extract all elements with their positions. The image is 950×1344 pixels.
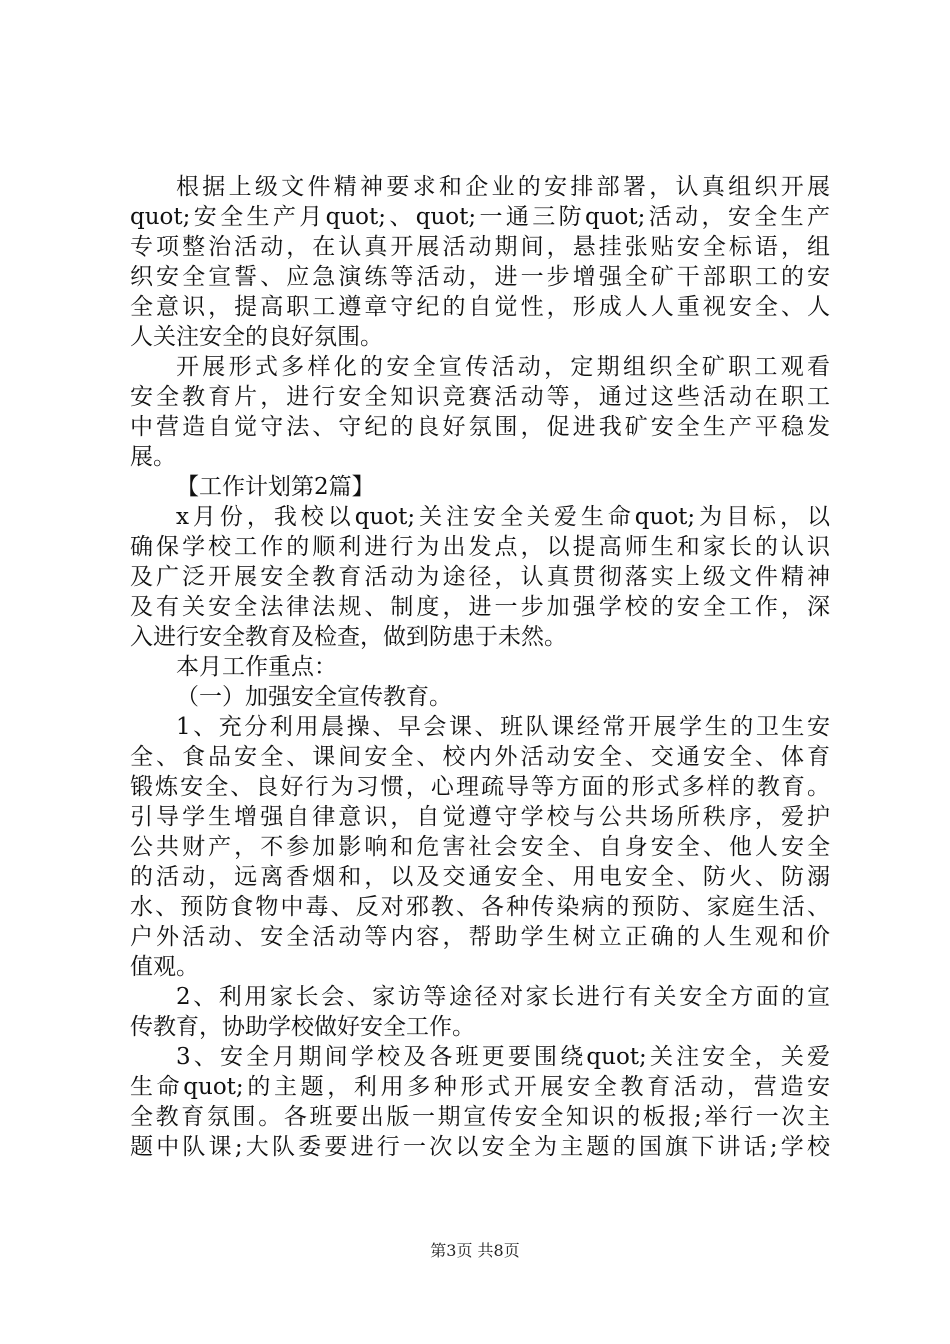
text-line: 人关注安全的良好氛围。	[130, 324, 383, 350]
text-line: （一）加强安全宣传教育。	[176, 684, 452, 710]
text-line: 及广泛开展安全教育活动为途径，认真贯彻落实上级文件精神	[130, 564, 830, 590]
paragraph	[130, 1042, 830, 1162]
text-line: 根据上级文件精神要求和企业的安排部署，认真组织开展	[176, 174, 830, 200]
text-line: 水、预防食物中毒、反对邪教、各种传染病的预防、家庭生活、	[130, 894, 830, 920]
text-line: 公共财产，不参加影响和危害社会安全、自身安全、他人安全	[130, 834, 830, 860]
paragraph	[130, 502, 830, 652]
text-line: 2、利用家长会、家访等途径对家长进行有关安全方面的宣	[176, 984, 830, 1010]
text-line: quot;安全生产月quot;、quot;一通三防quot;活动，安全生产	[130, 204, 830, 230]
paragraph	[130, 712, 830, 982]
text-line: 的活动，远离香烟和，以及交通安全、用电安全、防火、防溺	[130, 864, 830, 890]
text-line: 专项整治活动，在认真开展活动期间，悬挂张贴安全标语，组	[130, 234, 830, 260]
text-line: 全教育氛围。各班要出版一期宣传安全知识的板报;举行一次主	[130, 1104, 830, 1130]
text-line: 户外活动、安全活动等内容，帮助学生树立正确的人生观和价	[130, 924, 830, 950]
text-line: 展。	[130, 444, 176, 470]
text-line: 本月工作重点：	[176, 654, 337, 680]
paragraph	[130, 352, 830, 472]
text-line: 题中队课;大队委要进行一次以安全为主题的国旗下讲话;学校	[130, 1134, 830, 1160]
paragraph	[130, 982, 830, 1042]
text-line: 引导学生增强自律意识，自觉遵守学校与公共场所秩序，爱护	[130, 804, 830, 830]
text-line: 锻炼安全、良好行为习惯，心理疏导等方面的形式多样的教育。	[130, 774, 830, 800]
text-line: 全意识，提高职工遵章守纪的自觉性，形成人人重视安全、人	[130, 294, 830, 320]
document-body	[130, 172, 830, 1162]
paragraph	[130, 172, 830, 352]
section-heading	[130, 472, 830, 502]
paragraph	[130, 682, 830, 712]
text-line: 织安全宣誓、应急演练等活动，进一步增强全矿干部职工的安	[130, 264, 830, 290]
text-line: 安全教育片，进行安全知识竞赛活动等，通过这些活动在职工	[130, 384, 830, 410]
text-line: 开展形式多样化的安全宣传活动，定期组织全矿职工观看	[176, 354, 830, 380]
text-line: 传教育，协助学校做好安全工作。	[130, 1014, 475, 1040]
text-line: 【工作计划第2篇】	[176, 474, 375, 500]
text-line: x月份，我校以quot;关注安全关爱生命quot;为目标，以	[176, 504, 830, 530]
text-line: 全、食品安全、课间安全、校内外活动安全、交通安全、体育	[130, 744, 830, 770]
text-line: 入进行安全教育及检查，做到防患于未然。	[130, 624, 567, 650]
text-line: 3、安全月期间学校及各班更要围绕quot;关注安全，关爱	[176, 1044, 830, 1070]
text-line: 及有关安全法律法规、制度，进一步加强学校的安全工作，深	[130, 594, 830, 620]
paragraph	[130, 652, 830, 682]
text-line: 生命quot;的主题，利用多种形式开展安全教育活动，营造安	[130, 1074, 830, 1100]
text-line: 值观。	[130, 954, 199, 980]
text-line: 确保学校工作的顺利进行为出发点，以提高师生和家长的认识	[130, 534, 830, 560]
page-number-footer: 第3页 共8页	[430, 1241, 520, 1260]
text-line: 中营造自觉守法、守纪的良好氛围，促进我矿安全生产平稳发	[130, 414, 830, 440]
text-line: 1、充分利用晨操、早会课、班队课经常开展学生的卫生安	[176, 714, 830, 740]
